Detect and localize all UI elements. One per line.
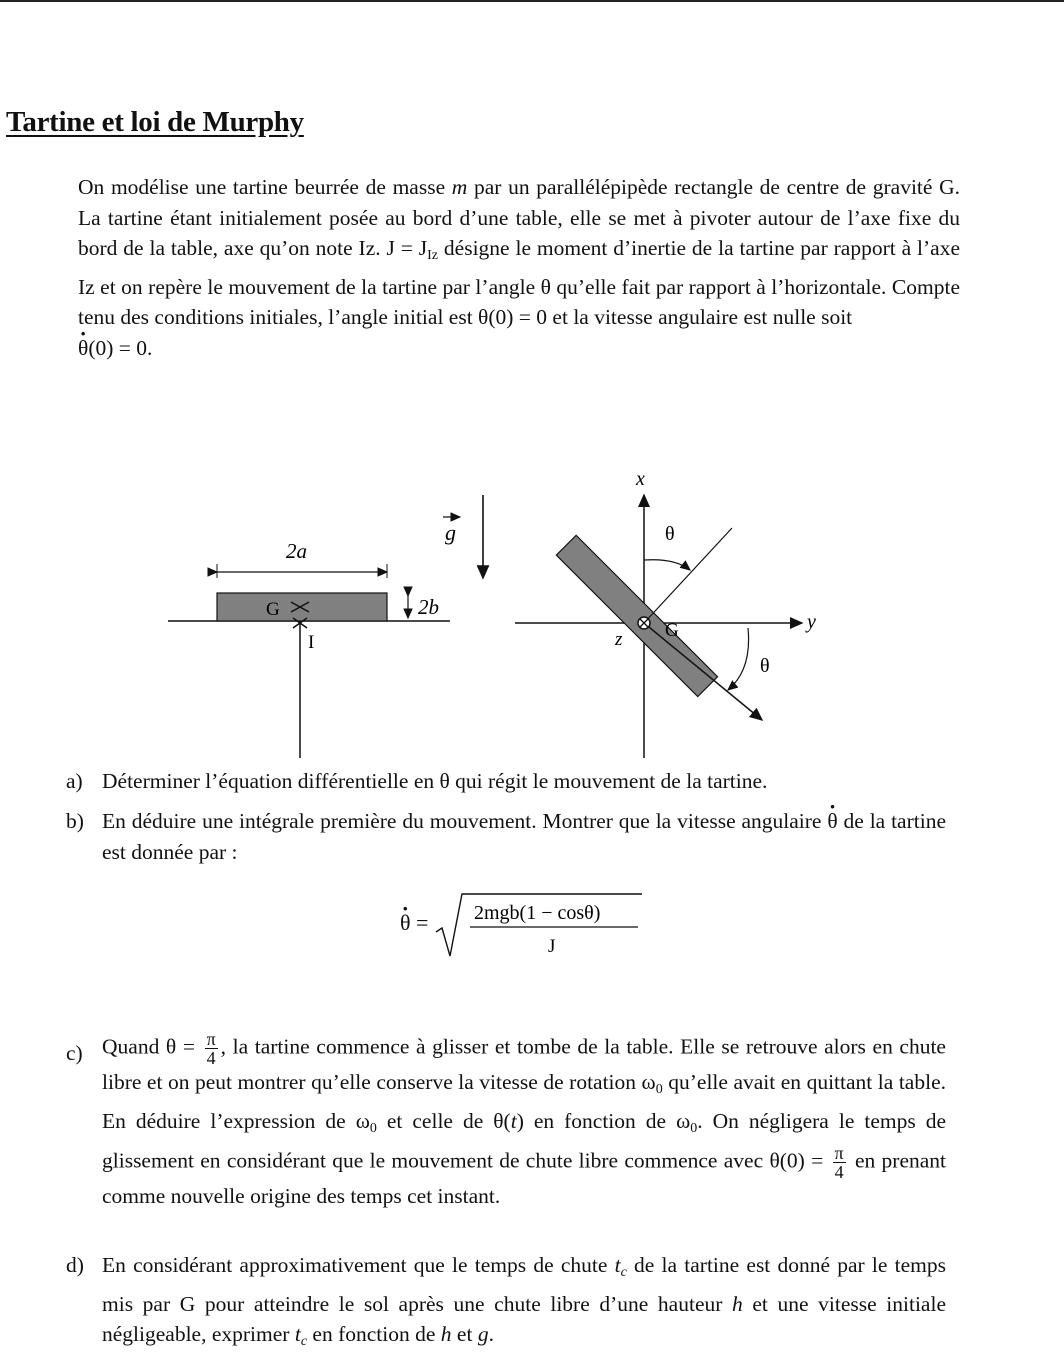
sqrt-symbol <box>434 890 644 960</box>
label-G-right: G <box>665 620 679 641</box>
intro-paragraph: On modélise une tartine beurrée de masse m par un parallélépipède rectangle de centre de gravité G. La tartine étant initialement posée au bord d’une table, elle se met à pivoter autour de l’axe fixe du bord de la table, axe qu’on note Iz. $J = J_{Iz}$ désigne le moment d’inertie de la tartine par rapport à l’axe Iz et on repère le mouvement de la tartine par l’angle θ qu’elle fait par rapport à l’horizontale. Compte tenu des conditions initiales, l’angle initial est θ(0) = 0 et la vitesse angulaire est nulle soit · θ(0) = 0. <box>78 172 960 363</box>
question-c-label: c) <box>66 1041 83 1065</box>
right-figure <box>515 468 816 758</box>
arc-theta-top <box>644 560 690 570</box>
normal-line <box>644 528 732 623</box>
label-y: y <box>807 611 816 633</box>
question-b <box>66 806 946 867</box>
formula-numerator: 2mgb(1 − cosθ) <box>473 902 601 924</box>
toast-rect-right <box>556 535 717 696</box>
label-G-left: G <box>266 599 280 620</box>
question-a-text: Déterminer l’équation différentielle en θ qui régit le mouvement de la tartine. <box>102 769 768 793</box>
label-x: x <box>636 468 645 490</box>
question-d <box>66 1250 946 1358</box>
question-b-text: En déduire une intégrale première du mouvement. Montrer que la vitesse angulaire · θ de la tartine est donnée par : <box>102 806 946 867</box>
label-theta-top: θ <box>665 523 675 545</box>
label-g: g <box>445 520 456 545</box>
label-2a: 2a <box>286 539 307 563</box>
question-b-label: b) <box>66 809 84 833</box>
question-d-text: En considérant approximativement que le temps de chute $t_c$ de la tartine est donné par le temps mis par G pour atteindre le sol après une chute libre d’une hauteur h et une vitesse initiale négligeable, exprimer $t_c$ en fonction de h et g. <box>102 1253 946 1349</box>
question-d-label: d) <box>66 1253 84 1277</box>
page-title: Tartine et loi de Murphy <box>6 106 304 138</box>
question-a-label: a) <box>66 769 83 793</box>
question-c <box>66 1030 946 1212</box>
label-theta-right: θ <box>760 655 770 677</box>
toast-axis <box>644 623 762 720</box>
label-I: I <box>308 632 315 653</box>
label-z: z <box>615 629 623 650</box>
question-c-text: Quand θ = $\frac{\pi}{4}$ , la tartine commence à glisser et tombe de la table. Elle se retrouve alors en chute libre et on peut montrer qu’elle conserve la vitesse de rotation $\omega_0$ qu’elle avait en quittant la table. En déduire l’expression de $\omega_0$ et celle de θ(t) en fonction de $\omega_0$. On négligera le temps de glissement en considérant que le mouvement de chute libre commence avec θ(0) = $\frac{\pi}{4}$ en prenant comme nouvelle origine des temps cet instant. <box>102 1029 946 1208</box>
top-rule <box>0 0 1064 2</box>
arc-theta-right <box>728 628 749 690</box>
label-2b: 2b <box>418 595 439 619</box>
figure <box>150 460 910 775</box>
formula-denominator: J <box>547 936 556 957</box>
toast-diagram <box>150 460 910 770</box>
question-a <box>66 766 946 797</box>
theta-dot-formula: · θ = 2mgb(1 − cosθ) J <box>400 890 644 960</box>
left-figure <box>168 495 483 758</box>
toast-rect-left <box>217 593 387 621</box>
